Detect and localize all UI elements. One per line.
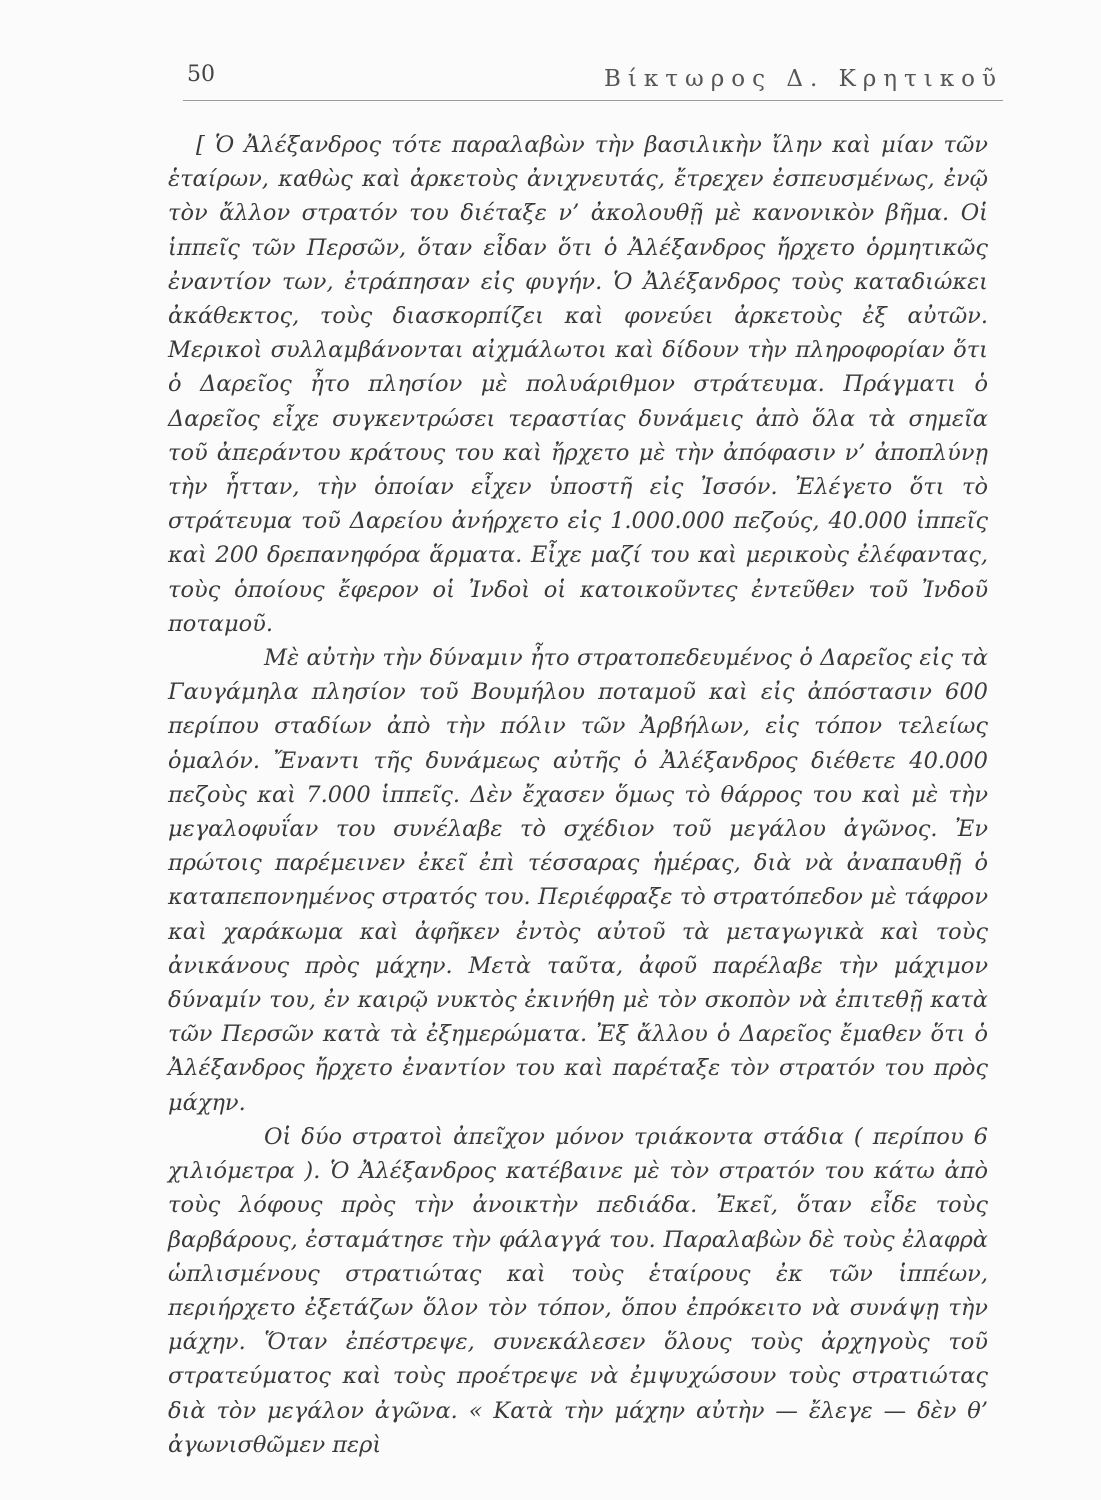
page-header — [183, 60, 1003, 101]
body-text — [168, 128, 988, 1462]
paragraph-2: Μὲ αὐτὴν τὴν δύναμιν ἦτο στρατοπεδευμένος ὁ Δαρεῖος εἰς τὰ Γαυγάμηλα πλησίον τοῦ Βουμήλου ποταμοῦ καὶ εἰς ἀπόστασιν 600 περίπου σταδίων ἀπὸ τὴν πόλιν τῶν Ἀρβήλων, εἰς τόπον τελείως ὁμαλόν. Ἔναντι τῆς δυνάμεως αὐτῆς ὁ Ἀλέξανδρος διέθετε 40.000 πεζοὺς καὶ 7.000 ἱππεῖς. Δὲν ἔχασεν ὅμως τὸ θάρρος του καὶ μὲ τὴν μεγαλοφυΐαν του συνέλαβε τὸ σχέδιον τοῦ μεγάλου ἀγῶνος. Ἐν πρώτοις παρέμεινεν ἐκεῖ ἐπὶ τέσσαρας ἡμέρας, διὰ νὰ ἀναπαυθῇ ὁ καταπεπονημένος στρατός του. Περιέφραξε τὸ στρατόπεδον μὲ τάφρον καὶ χαράκωμα καὶ ἀφῆκεν ἐντὸς αὐτοῦ τὰ μεταγωγικὰ καὶ τοὺς ἀνικάνους πρὸς μάχην. Μετὰ ταῦτα, ἀφοῦ παρέλαβε τὴν μάχιμον δύναμίν του, ἐν καιρῷ νυκτὸς ἐκινήθη μὲ τὸν σκοπὸν νὰ ἐπιτεθῇ κατὰ τῶν Περσῶν κατὰ τὰ ἐξημερώματα. Ἐξ ἄλλου ὁ Δαρεῖος ἔμαθεν ὅτι ὁ Ἀλέξανδρος ἤρχετο ἐναντίον του καὶ παρέταξε τὸν στρατόν του πρὸς μάχην. — [168, 645, 988, 1116]
running-head: Βίκτωρος Δ. Κρητικοῦ — [604, 66, 1003, 92]
paragraph-3: Οἱ δύο στρατοὶ ἀπεῖχον μόνον τριάκοντα στάδια ( περίπου 6 χιλιόμετρα ). Ὁ Ἀλέξανδρος κατέβαινε μὲ τὸν στρατόν του κάτω ἀπὸ τοὺς λόφους πρὸς τὴν ἀνοικτὴν πεδιάδα. Ἐκεῖ, ὅταν εἶδε τοὺς βαρβάρους, ἐσταμάτησε τὴν φάλαγγά του. Παραλαβὼν δὲ τοὺς ἐλαφρὰ ὡπλισμένους στρατιώτας καὶ τοὺς ἑταίρους ἐκ τῶν ἱππέων, περιήρχετο ἐξετάζων ὅλον τὸν τόπον, ὅπου ἐπρόκειτο νὰ συνάψῃ τὴν μάχην. Ὅταν ἐπέστρεψε, συνεκάλεσεν ὅλους τοὺς ἀρχηγοὺς τοῦ στρατεύματος καὶ τοὺς προέτρεψε νὰ ἐμψυχώσουν τοὺς στρατιώτας διὰ τὸν μεγάλον ἀγῶνα. « Κατὰ τὴν μάχην αὐτὴν — ἔλεγε — δὲν θ’ ἀγωνισθῶμεν περὶ — [168, 1123, 988, 1458]
page-number: 50 — [187, 62, 215, 87]
paragraph-1: [ Ὁ Ἀλέξανδρος τότε παραλαβὼν τὴν βασιλικὴν ἴλην καὶ μίαν τῶν ἑταίρων, καθὼς καὶ ἀρκετοὺς ἀνιχνευτάς, ἔτρεχεν ἐσπευσμένως, ἐνῷ τὸν ἄλλον στρατόν του διέταξε ν’ ἀκολουθῇ μὲ κανονικὸν βῆμα. Οἱ ἱππεῖς τῶν Περσῶν, ὅταν εἶδαν ὅτι ὁ Ἀλέξανδρος ἤρχετο ὁρμητικῶς ἐναντίον των, ἐτράπησαν εἰς φυγήν. Ὁ Ἀλέξανδρος τοὺς καταδιώκει ἀκάθεκτος, τοὺς διασκορπίζει καὶ φονεύει ἀρκετοὺς ἐξ αὐτῶν. Μερικοὶ συλλαμβάνονται αἰχμάλωτοι καὶ δίδουν τὴν πληροφορίαν ὅτι ὁ Δαρεῖος ἦτο πλησίον μὲ πολυάριθμον στράτευμα. Πράγματι ὁ Δαρεῖος εἶχε συγκεντρώσει τεραστίας δυνάμεις ἀπὸ ὅλα τὰ σημεῖα τοῦ ἀπεράντου κράτους του καὶ ἤρχετο μὲ τὴν ἀπόφασιν ν’ ἀποπλύνῃ τὴν ἧτταν, τὴν ὁποίαν εἶχεν ὑποστῆ εἰς Ἰσσόν. Ἐλέγετο ὅτι τὸ στράτευμα τοῦ Δαρείου ἀνήρχετο εἰς 1.000.000 πεζούς, 40.000 ἱππεῖς καὶ 200 δρεπανηφόρα ἅρματα. Εἶχε μαζί του καὶ μερικοὺς ἐλέφαντας, τοὺς ὁποίους ἔφερον οἱ Ἰνδοὶ οἱ κατοικοῦντες ἐντεῦθεν τοῦ Ἰνδοῦ ποταμοῦ. — [168, 132, 988, 637]
